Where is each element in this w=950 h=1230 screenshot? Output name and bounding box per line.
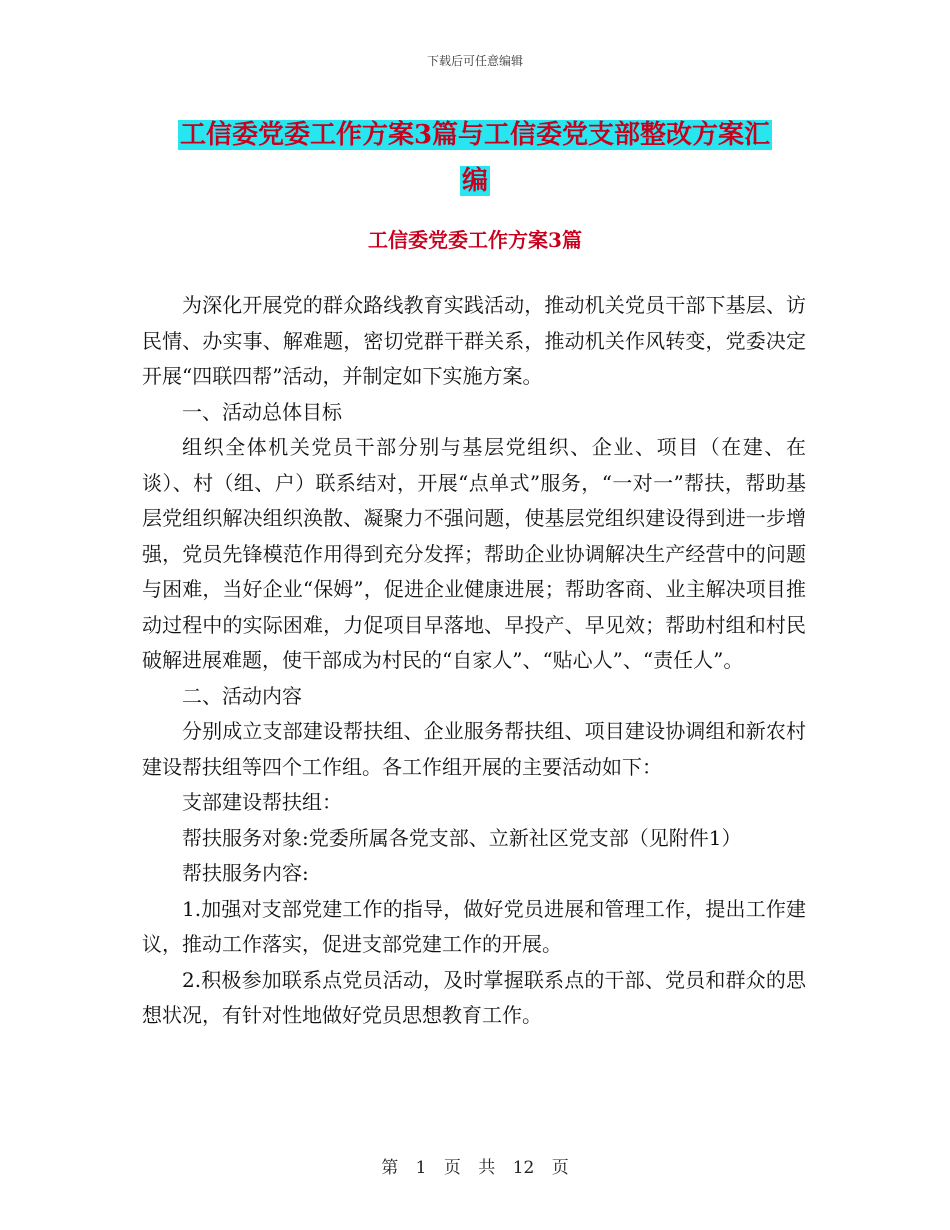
page-footer <box>0 1153 950 1178</box>
document-title-line-1: 工信委党委工作方案3篇与工信委党支部整改方案汇 <box>179 120 771 150</box>
footer-word-page: 第 <box>381 1158 399 1178</box>
footer-word-total: 共 <box>478 1158 496 1178</box>
paragraph-working-groups: 分别成立支部建设帮扶组、企业服务帮扶组、项目建设协调组和新农村建设帮扶组等四个工作组。各工作组开展的主要活动如下： <box>142 719 806 779</box>
footer-word-unit-2: 页 <box>551 1158 569 1178</box>
section-title: 工信委党委工作方案3篇 <box>368 228 582 252</box>
document-body <box>142 288 806 1034</box>
paragraph-service-target: 帮扶服务对象:党委所属各党支部、立新社区党支部（见附件1） <box>182 825 742 850</box>
footer-total-pages: 12 <box>512 1158 535 1178</box>
heading-activity-content: 二、活动内容 <box>182 683 302 708</box>
footer-current-page: 1 <box>415 1158 427 1178</box>
document-title-line-2: 编 <box>461 166 488 196</box>
heading-branch-group: 支部建设帮扶组： <box>182 790 342 814</box>
footer-word-unit: 页 <box>443 1158 461 1178</box>
list-item-1: 1.加强对支部党建工作的指导，做好党员进展和管理工作，提出工作建议，推动工作落实，促进支部党建工作的开展。 <box>142 896 806 956</box>
heading-service-content: 帮扶服务内容: <box>182 861 309 885</box>
document-title <box>0 112 950 204</box>
paragraph-goal: 组织全体机关党员干部分别与基层党组织、企业、项目（在建、在谈）、村（组、户）联系结对，开展“点单式”服务，“一对一”帮扶，帮助基层党组织解决组织涣散、凝聚力不强问题，使基层党组织建设得到进一步增强，党员先锋模范作用得到充分发挥；帮助企业协调解决生产经营中的问题与困难，当好企业“保姆”，促进企业健康进展；帮助客商、业主解决项目推动过程中的实际困难，力促项目早落地、早投产、早见效；帮助村组和村民破解进展难题，使干部成为村民的“自家人”、“贴心人”、“责任人”。 <box>142 435 806 672</box>
list-item-2: 2.积极参加联系点党员活动，及时掌握联系点的干部、党员和群众的思想状况，有针对性地做好党员思想教育工作。 <box>142 967 806 1027</box>
page-header-note: 下载后可任意编辑 <box>426 54 523 68</box>
heading-overall-goal: 一、活动总体目标 <box>182 399 342 424</box>
paragraph-intro: 为深化开展党的群众路线教育实践活动，推动机关党员干部下基层、访民情、办实事、解难题，密切党群干群关系，推动机关作风转变，党委决定开展“四联四帮”活动，并制定如下实施方案。 <box>142 293 806 388</box>
